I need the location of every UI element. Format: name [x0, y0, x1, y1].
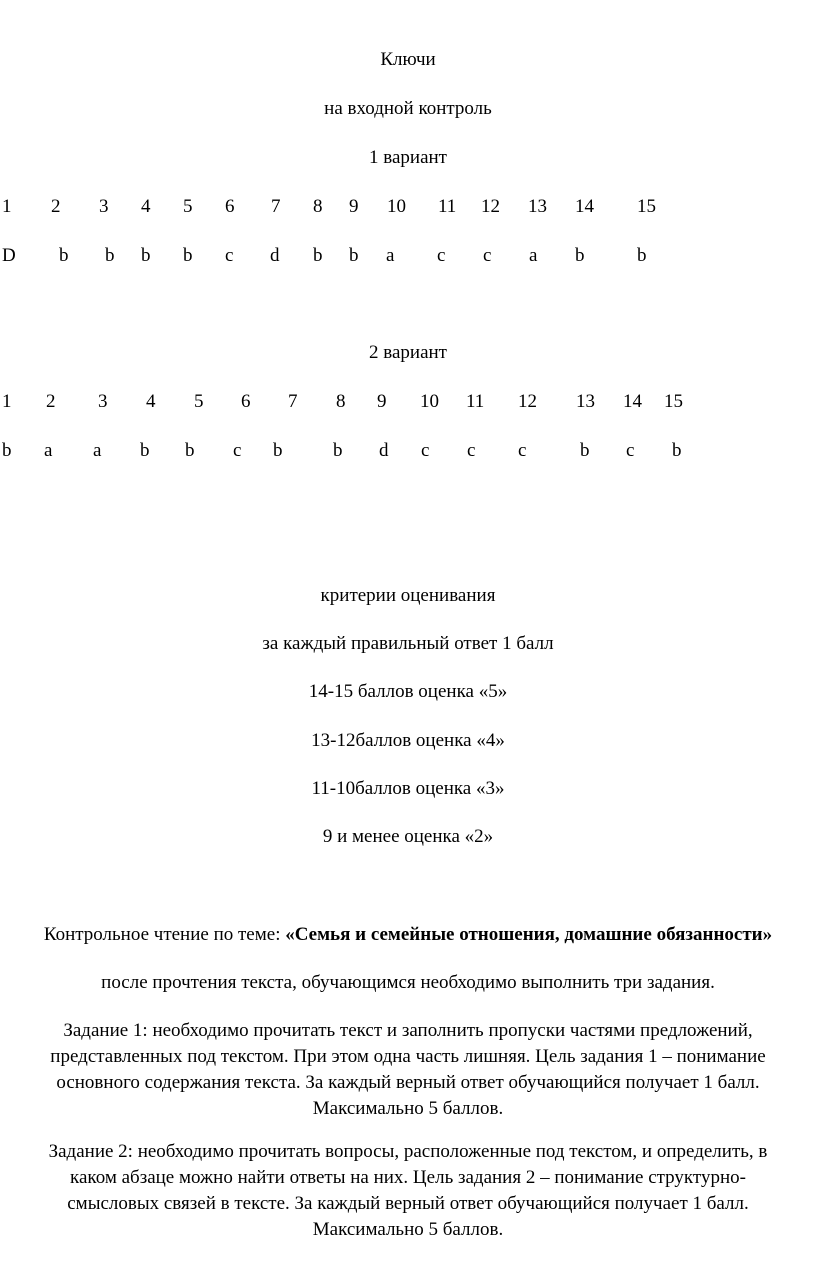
variant2-number: 11	[466, 391, 485, 412]
variant1-answer: a	[529, 245, 538, 266]
variant1-answer: c	[437, 245, 446, 266]
variant1-answer: b	[637, 245, 647, 266]
task2-line: Задание 2: необходимо прочитать вопросы, расположенные под текстом, и определить, в	[48, 1141, 768, 1162]
task2-line: Максимально 5 баллов.	[312, 1219, 504, 1240]
reading-intro	[0, 923, 816, 947]
variant2-number: 7	[288, 391, 298, 412]
variant1-answer: b	[59, 245, 69, 266]
task1-line: основного содержания текста. За каждый верный ответ обучающийся получает 1 балл.	[56, 1072, 760, 1093]
variant1-number: 4	[141, 196, 151, 217]
variant2-answer: b	[140, 440, 150, 461]
variant2-answer: c	[626, 440, 635, 461]
variant2-answer: b	[333, 440, 343, 461]
task1-line: представленных под текстом. При этом одна часть лишняя. Цель задания 1 – понимание	[50, 1046, 766, 1067]
variant2-answer: d	[379, 440, 389, 461]
keys-title: Ключи	[380, 49, 436, 70]
reading-topic: «Семья и семейные отношения, домашние обязанности»	[285, 924, 773, 945]
variant1-number: 3	[99, 196, 109, 217]
variant2-number: 14	[623, 391, 642, 412]
variant1-number: 5	[183, 196, 193, 217]
criteria-line: 9 и менее оценка «2»	[322, 826, 494, 847]
variant2-number: 15	[664, 391, 683, 412]
variant2-answer: b	[185, 440, 195, 461]
variant1-answer: d	[270, 245, 280, 266]
variant1-number: 14	[575, 196, 594, 217]
variant1-number: 11	[438, 196, 457, 217]
variant2-number: 12	[518, 391, 537, 412]
variant1-answer: a	[386, 245, 395, 266]
variant1-number: 6	[225, 196, 235, 217]
variant1-number: 1	[2, 196, 12, 217]
variant2-answer: c	[421, 440, 430, 461]
variant2-answer: a	[44, 440, 53, 461]
variant1-answer: b	[575, 245, 585, 266]
variant2-number: 6	[241, 391, 251, 412]
variant1-number: 7	[271, 196, 281, 217]
task2-paragraph	[0, 1139, 816, 1243]
variant1-number: 15	[637, 196, 656, 217]
variant1-answer: b	[105, 245, 115, 266]
variant2-number: 3	[98, 391, 108, 412]
variant2-number: 5	[194, 391, 204, 412]
variant2-answer: b	[273, 440, 283, 461]
variant1-number: 9	[349, 196, 359, 217]
variant1-number: 2	[51, 196, 61, 217]
variant2-number: 1	[2, 391, 12, 412]
criteria-line: 14-15 баллов оценка «5»	[308, 681, 508, 702]
variant1-number: 10	[387, 196, 406, 217]
variant2-heading: 2 вариант	[369, 342, 447, 363]
variant2-answer: a	[93, 440, 102, 461]
variant2-number: 8	[336, 391, 346, 412]
reading-after-text: после прочтения текста, обучающимся необходимо выполнить три задания.	[101, 972, 715, 993]
variant1-number: 8	[313, 196, 323, 217]
task1-line: Задание 1: необходимо прочитать текст и заполнить пропуски частями предложений,	[63, 1020, 753, 1041]
reading-intro-prefix: Контрольное чтение по теме:	[43, 924, 286, 945]
variant1-answer: D	[2, 245, 16, 266]
variant2-number: 10	[420, 391, 439, 412]
variant2-number: 2	[46, 391, 56, 412]
variant1-answer: b	[141, 245, 151, 266]
criteria-line: 11-10баллов оценка «3»	[311, 778, 505, 799]
variant2-answer: c	[233, 440, 242, 461]
task2-line: смысловых связей в тексте. За каждый верный ответ обучающийся получает 1 балл.	[67, 1193, 749, 1214]
task2-line: каком абзаце можно найти ответы на них. Цель задания 2 – понимание структурно-	[70, 1167, 746, 1188]
variant2-answer: c	[467, 440, 476, 461]
task1-line: Максимально 5 баллов.	[312, 1098, 504, 1119]
task1-paragraph	[0, 1018, 816, 1122]
variant2-answer: b	[580, 440, 590, 461]
variant1-number: 13	[528, 196, 547, 217]
variant1-number: 12	[481, 196, 500, 217]
variant1-answer: b	[313, 245, 323, 266]
criteria-line: за каждый правильный ответ 1 балл	[262, 633, 554, 654]
variant2-number: 9	[377, 391, 387, 412]
variant1-answer: c	[225, 245, 234, 266]
criteria-heading: критерии оценивания	[320, 585, 496, 606]
variant1-answer: b	[183, 245, 193, 266]
variant2-answer: c	[518, 440, 527, 461]
variant2-answer: b	[672, 440, 682, 461]
variant2-number: 13	[576, 391, 595, 412]
variant1-answer: c	[483, 245, 492, 266]
variant2-number: 4	[146, 391, 156, 412]
criteria-line: 13-12баллов оценка «4»	[311, 730, 505, 751]
keys-subtitle: на входной контроль	[324, 98, 492, 119]
variant1-heading: 1 вариант	[369, 147, 447, 168]
variant1-answer: b	[349, 245, 359, 266]
variant2-answer: b	[2, 440, 12, 461]
